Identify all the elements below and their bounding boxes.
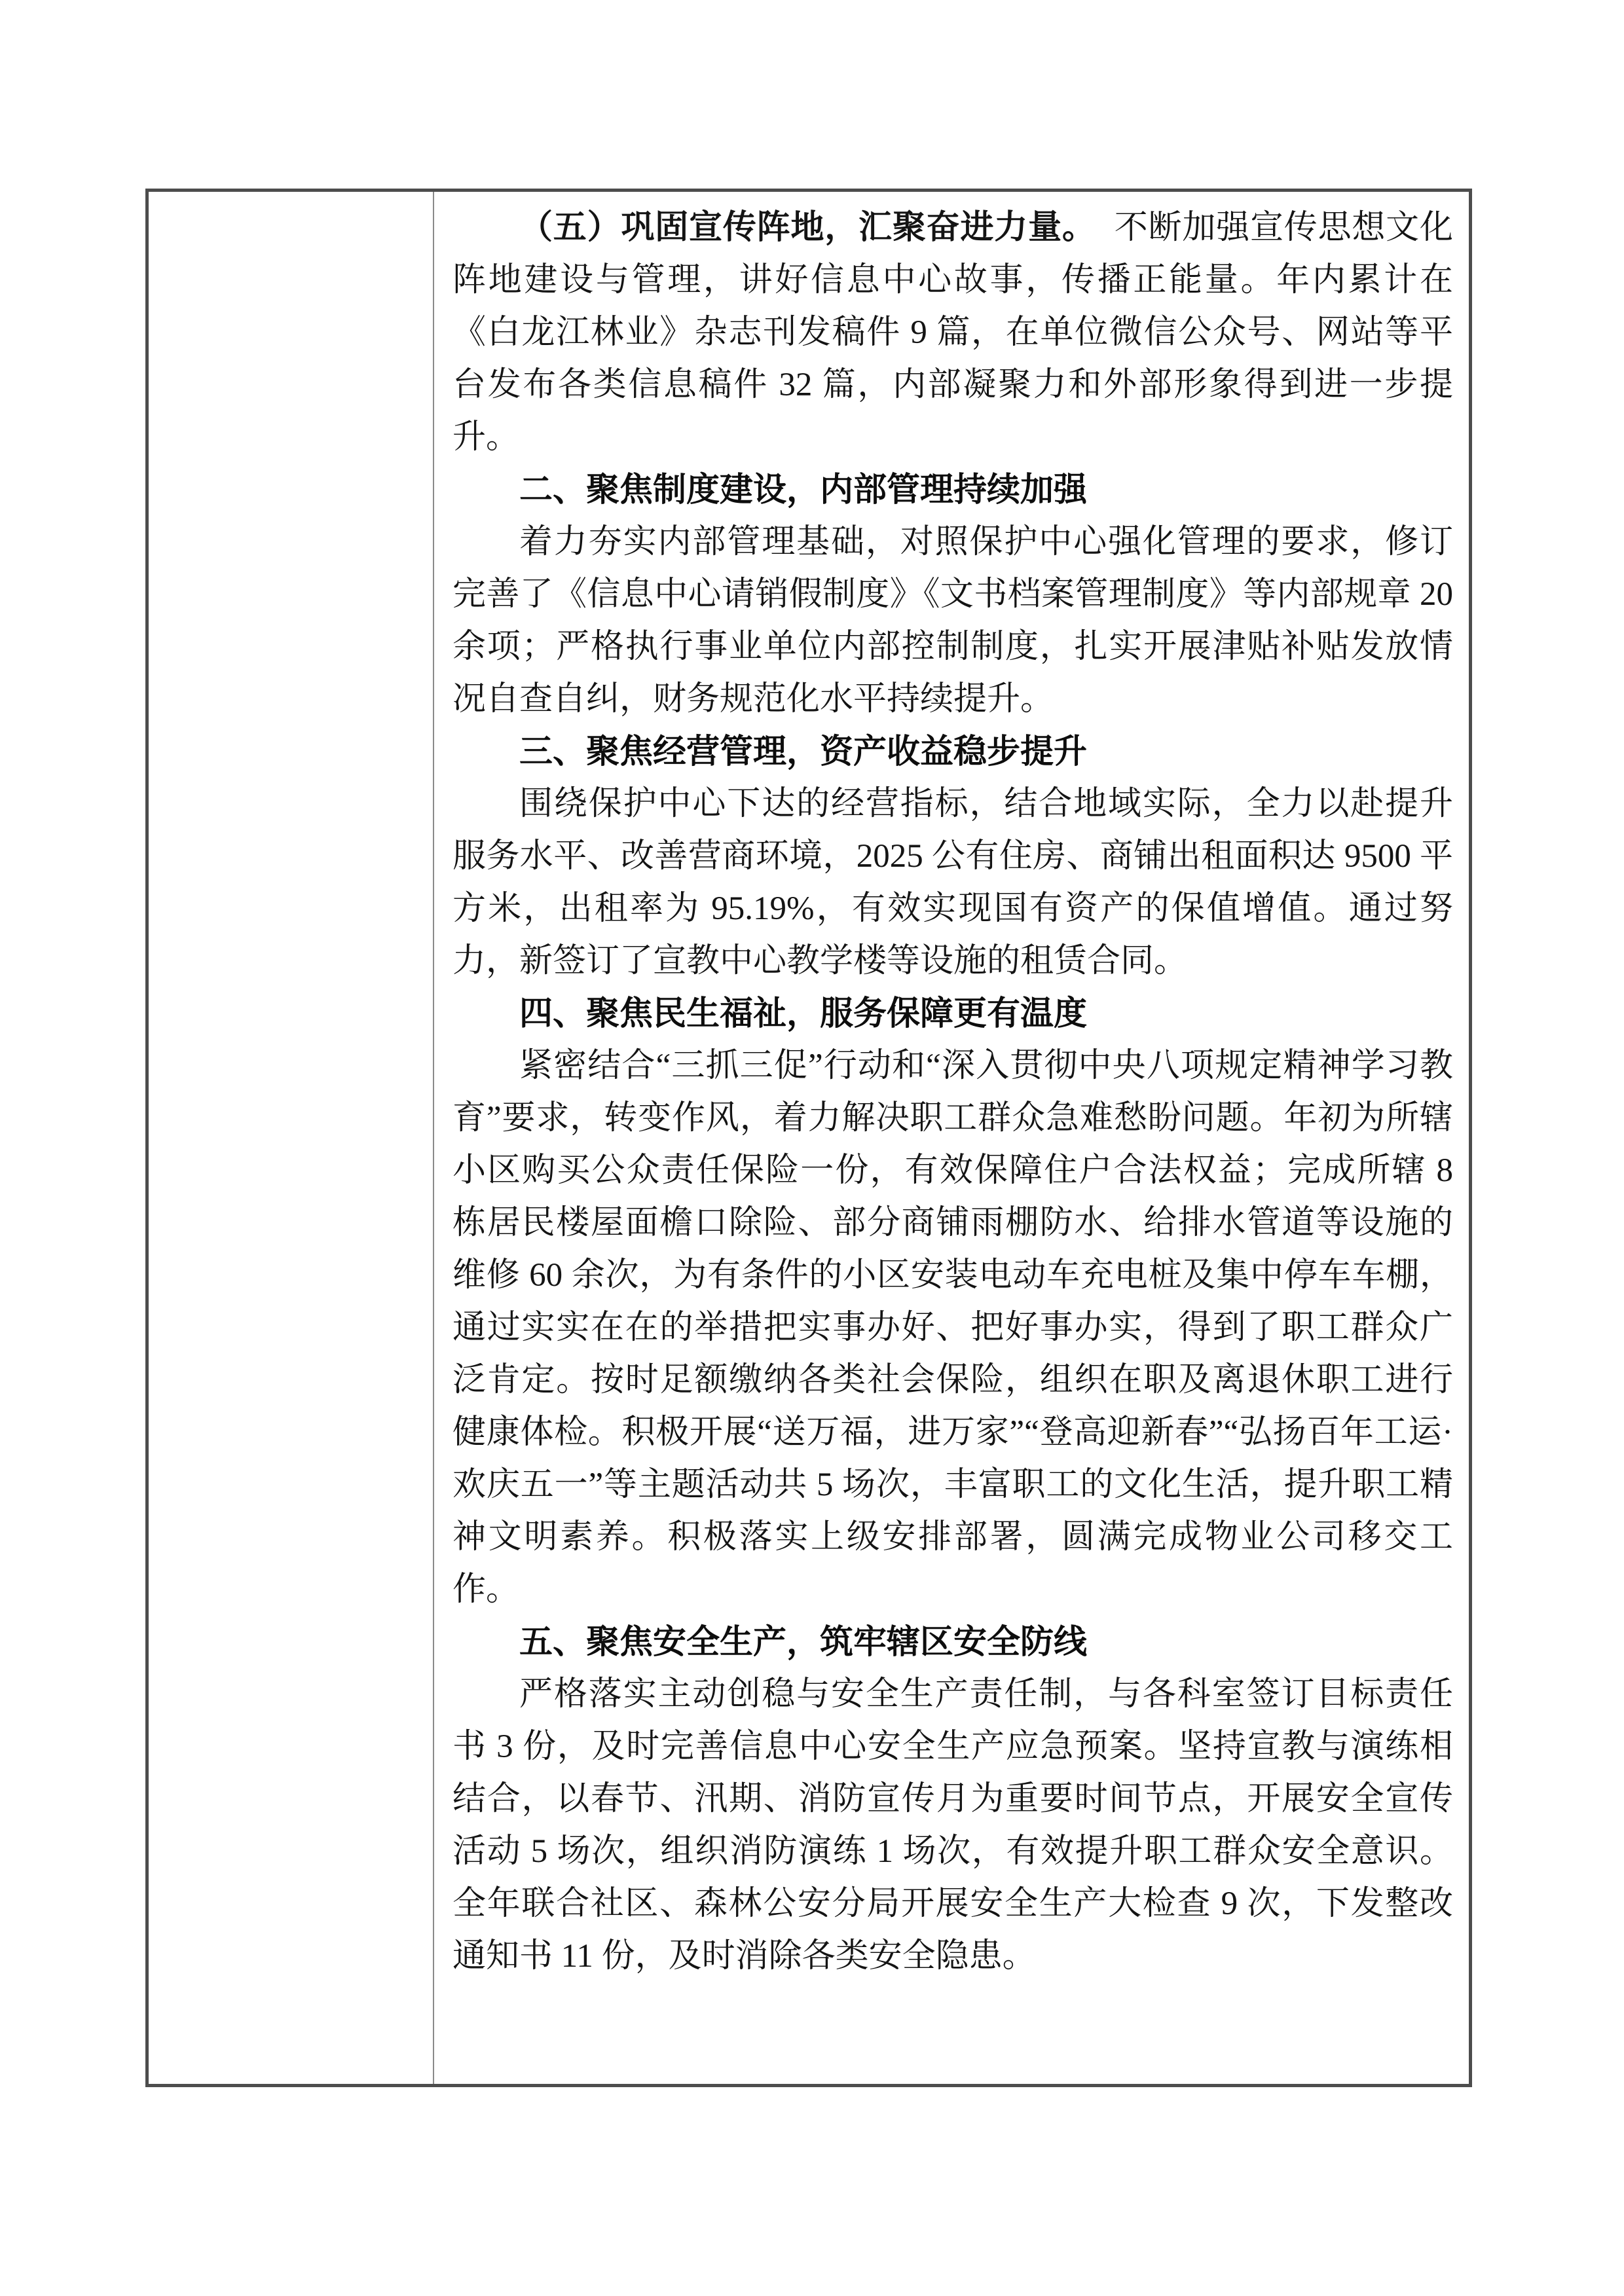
paragraph-operations: 围绕保护中心下达的经营指标，结合地域实际，全力以赴提升服务水平、改善营商环境，2025 公有住房、商铺出租面积达 9500 平方米，出租率为 95.19%，有效实现国有资产的保值增值。通过努力，新签订了宣教中心教学楼等设施的租赁合同。 <box>452 786 1453 979</box>
section-heading-livelihood: 四、聚焦民生福祉，服务保障更有温度 <box>519 994 1088 1032</box>
section-heading-institution: 二、聚焦制度建设，内部管理持续加强 <box>519 471 1088 508</box>
section-heading-safety: 五、聚焦安全生产，筑牢辖区安全防线 <box>519 1623 1088 1660</box>
paragraph-livelihood: 紧密结合“三抓三促”行动和“深入贯彻中央八项规定精神学习教育”要求，转变作风，着力解决职工群众急难愁盼问题。年初为所辖小区购买公众责任保险一份，有效保障住户合法权益；完成所辖 8 栋居民楼屋面檐口除险、部分商铺雨棚防水、给排水管道等设施的维修 60 余次，为有条件的小区安装电动车充电桩及集中停车车棚，通过实实在在的举措把实事办好、把好事办实，得到了职工群众广泛肯定。按时足额缴纳各类社会保险，组织在职及离退休职工进行健康体检。积极开展“送万福，进万家”“登高迎新春”“弘扬百年工运·欢庆五一”等主题活动共 5 场次，丰富职工的文化生活，提升职工精神文明素养。积极落实上级安排部署，圆满完成物业公司移交工作。 <box>452 1048 1453 1608</box>
table-left-column <box>149 192 434 2084</box>
section-heading-operations: 三、聚焦经营管理，资产收益稳步提升 <box>519 733 1088 770</box>
paragraph-lead-heading: （五）巩固宣传阵地，汇聚奋进力量。 <box>519 208 1096 246</box>
paragraph-publicity-text: 不断加强宣传思想文化阵地建设与管理，讲好信息中心故事，传播正能量。年内累计在《白龙江林业》杂志刊发稿件 9 篇，在单位微信公众号、网站等平台发布各类信息稿件 32 篇，内部凝聚力和外部形象得到进一步提升。 <box>452 210 1453 456</box>
table-content-column <box>434 192 1469 2084</box>
paragraph-publicity <box>452 201 1453 464</box>
paragraph-institution: 着力夯实内部管理基础，对照保护中心强化管理的要求，修订完善了《信息中心请销假制度》《文书档案管理制度》等内部规章 20 余项；严格执行事业单位内部控制制度，扎实开展津贴补贴发放情况自查自纠，财务规范化水平持续提升。 <box>452 524 1453 718</box>
paragraph-safety: 严格落实主动创稳与安全生产责任制，与各科室签订目标责任书 3 份，及时完善信息中心安全生产应急预案。坚持宣教与演练相结合，以春节、汛期、消防宣传月为重要时间节点，开展安全宣传活动 5 场次，组织消防演练 1 场次，有效提升职工群众安全意识。全年联合社区、森林公安分局开展安全生产大检查 9 次，下发整改通知书 11 份，及时消除各类安全隐患。 <box>452 1676 1453 1975</box>
report-table <box>145 189 1472 2087</box>
